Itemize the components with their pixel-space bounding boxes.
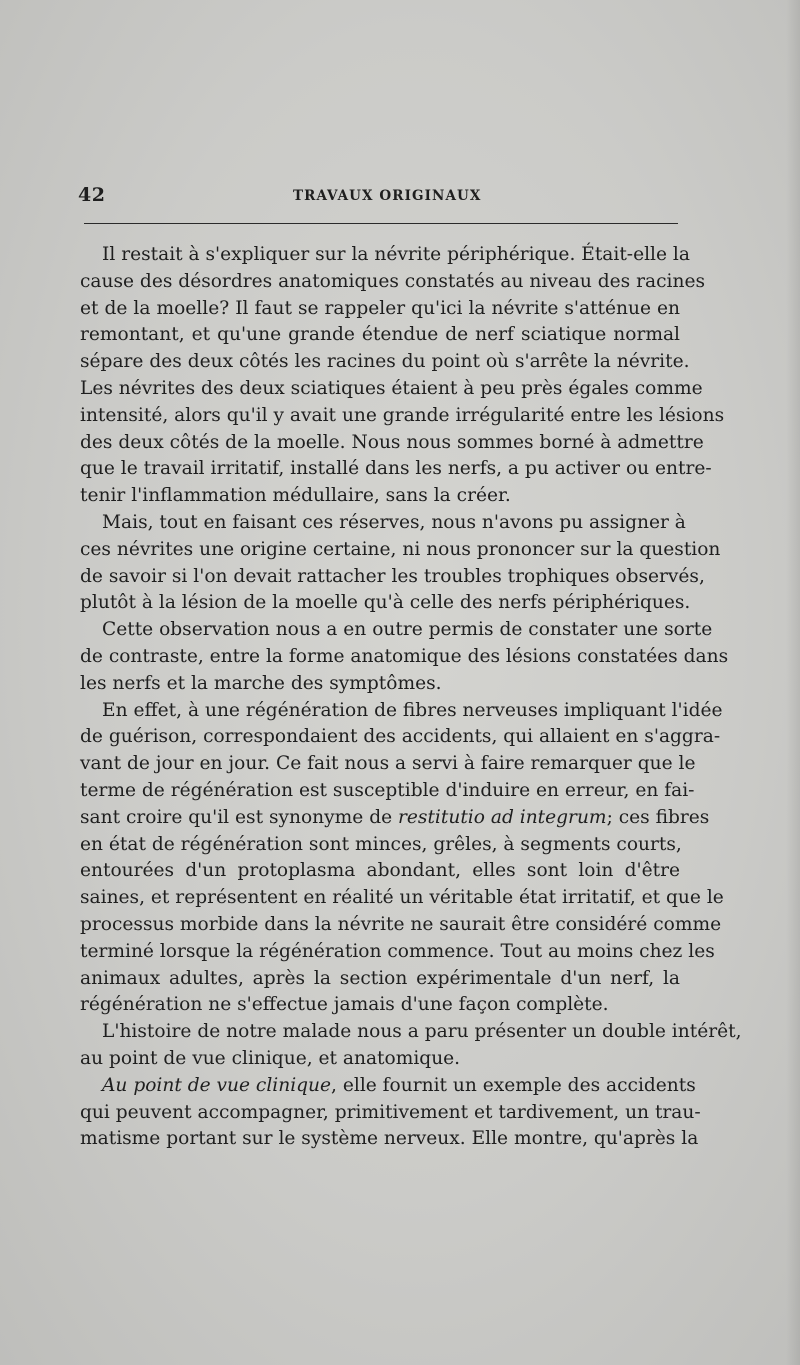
text-line: L'histoire de notre malade nous a paru présenter un double intérêt, xyxy=(102,1021,742,1043)
text-line: de guérison, correspondaient des accidents, qui allaient en s'aggra- xyxy=(80,726,721,748)
page-number: 42 xyxy=(78,184,106,206)
text-line: régénération ne s'effectue jamais d'une façon complète. xyxy=(80,994,609,1016)
text-segment: , elle fournit un exemple des accidents xyxy=(331,1074,696,1096)
text-line: matisme portant sur le système nerveux. Elle montre, qu'après la xyxy=(80,1128,699,1150)
text-line xyxy=(80,805,710,832)
text-line: en état de régénération sont minces, grêles, à segments courts, xyxy=(80,833,682,855)
text-line: saines, et représentent en réalité un véritable état irritatif, et que le xyxy=(80,887,724,909)
text-line: terme de régénération est susceptible d'induire en erreur, en fai- xyxy=(80,779,695,801)
text-line: au point de vue clinique, et anatomique. xyxy=(80,1047,461,1069)
header-rule xyxy=(84,223,678,224)
latin-phrase: restitutio ad integrum xyxy=(398,806,607,828)
text-line: processus morbide dans la névrite ne saurait être considéré comme xyxy=(80,913,722,935)
text-line: remontant, et qu'une grande étendue de nerf sciatique normal xyxy=(80,324,680,346)
page-header xyxy=(78,184,678,208)
text-line: animaux adultes, après la section expérimentale d'un nerf, la xyxy=(80,967,680,989)
text-line: plutôt à la lésion de la moelle qu'à celle des nerfs périphériques. xyxy=(80,592,691,614)
text-line xyxy=(80,1073,696,1100)
text-line: tenir l'inflammation médullaire, sans la créer. xyxy=(80,485,511,507)
text-line: que le travail irritatif, installé dans les nerfs, a pu activer ou entre- xyxy=(80,458,712,480)
text-line: vant de jour en jour. Ce fait nous a servi à faire remarquer que le xyxy=(80,753,696,775)
body-text xyxy=(80,242,742,1153)
page-edge-shadow xyxy=(786,0,800,1365)
text-segment: ; ces fibres xyxy=(606,806,710,828)
text-line: de savoir si l'on devait rattacher les troubles trophiques observés, xyxy=(80,565,705,587)
text-line: ces névrites une origine certaine, ni nous prononcer sur la question xyxy=(80,538,721,560)
text-line: de contraste, entre la forme anatomique des lésions constatées dans xyxy=(80,645,729,667)
text-line: cause des désordres anatomiques constatés au niveau des racines xyxy=(80,270,705,292)
text-line: En effet, à une régénération de fibres nerveuses impliquant l'idée xyxy=(102,699,723,721)
text-line: qui peuvent accompagner, primitivement et tardivement, un trau- xyxy=(80,1101,701,1123)
text-line: entourées d'un protoplasma abondant, elles sont loin d'être xyxy=(80,860,680,882)
text-segment: sant croire qu'il est synonyme de xyxy=(80,806,393,828)
text-line: les nerfs et la marche des symptômes. xyxy=(80,672,442,694)
text-line: et de la moelle? Il faut se rappeler qu'ici la névrite s'atténue en xyxy=(80,297,680,319)
text-line: terminé lorsque la régénération commence. Tout au moins chez les xyxy=(80,940,715,962)
italic-phrase: Au point de vue clinique xyxy=(102,1074,332,1096)
text-line: des deux côtés de la moelle. Nous nous sommes borné à admettre xyxy=(80,431,704,453)
text-line: Cette observation nous a en outre permis de constater une sorte xyxy=(102,619,713,641)
running-title: TRAVAUX ORIGINAUX xyxy=(293,188,482,204)
text-line: intensité, alors qu'il y avait une grande irrégularité entre les lésions xyxy=(80,404,725,426)
text-line: sépare des deux côtés les racines du point où s'arrête la névrite. xyxy=(80,351,690,373)
text-line: Les névrites des deux sciatiques étaient à peu près égales comme xyxy=(80,377,703,399)
text-line: Il restait à s'expliquer sur la névrite périphérique. Était-elle la xyxy=(102,244,690,265)
text-line: Mais, tout en faisant ces réserves, nous n'avons pu assigner à xyxy=(102,511,686,533)
